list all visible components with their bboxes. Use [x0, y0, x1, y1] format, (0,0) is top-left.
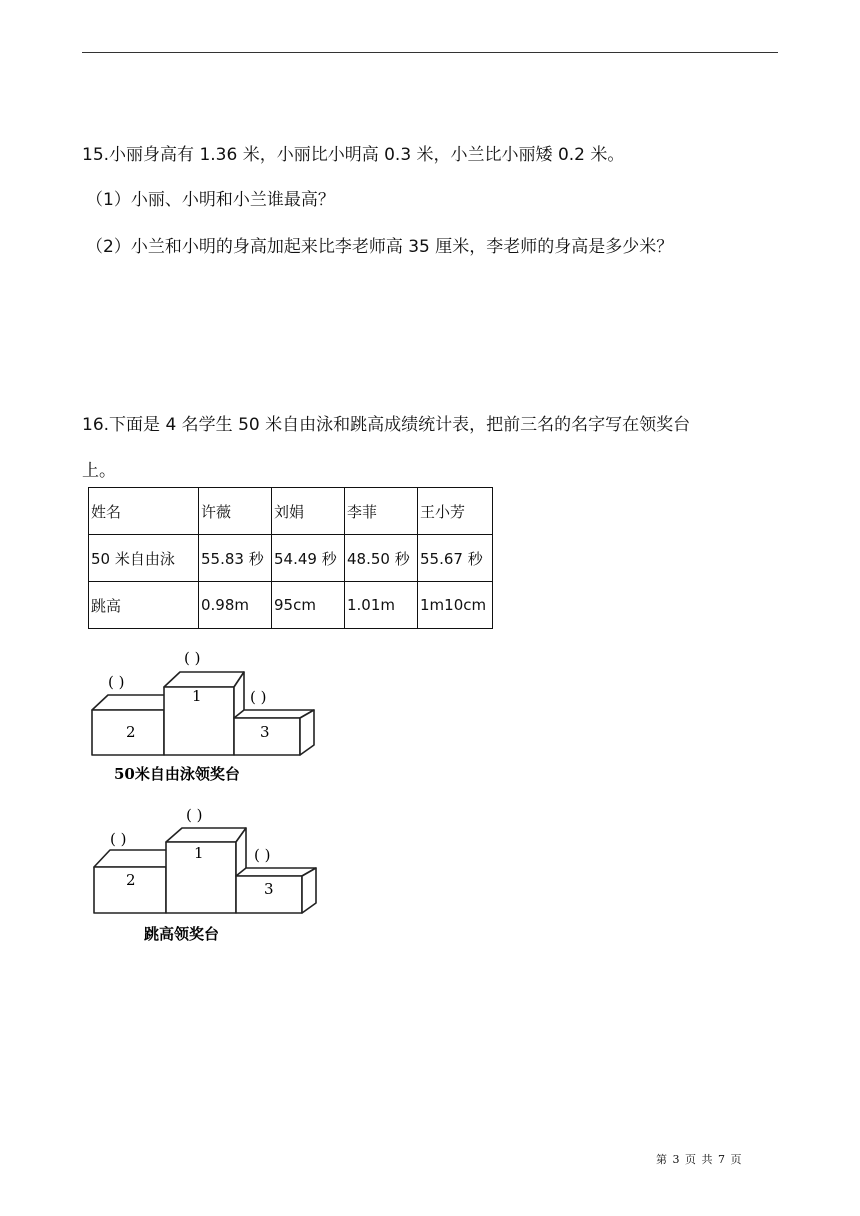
table-cell: 55.83 秒	[199, 535, 272, 582]
podium-caption: 跳高领奖台	[144, 925, 220, 943]
rank-1-blank: ( )	[184, 649, 201, 667]
table-header-cell: 李菲	[345, 488, 418, 535]
table-header-row	[89, 488, 493, 535]
question-16-title-continued: 上。	[82, 461, 116, 481]
table-cell: 54.49 秒	[272, 535, 345, 582]
rank-3-blank: ( )	[254, 846, 271, 864]
podium-caption: 50米自由泳领奖台	[114, 765, 240, 783]
rank-1-label: 1	[192, 687, 202, 705]
rank-3-label: 3	[264, 880, 274, 898]
question-15-part-2: （2）小兰和小明的身高加起来比李老师高 35 厘米，李老师的身高是多少米？	[86, 237, 674, 257]
table-header-cell: 刘娟	[272, 488, 345, 535]
table-cell: 1.01m	[345, 582, 418, 629]
table-row	[89, 535, 493, 582]
podium-freestyle-drawing	[88, 645, 328, 787]
table-row	[89, 582, 493, 629]
podium-high-jump	[88, 800, 328, 952]
question-16-title: 16.下面是 4 名学生 50 米自由泳和跳高成绩统计表，把前三名的名字写在领奖台	[82, 415, 691, 435]
rank-2-blank: ( )	[110, 830, 127, 848]
rank-1-label: 1	[194, 844, 204, 862]
podium-high-jump-drawing	[88, 800, 328, 948]
table-header-cell: 许薇	[199, 488, 272, 535]
rank-3-label: 3	[260, 723, 270, 741]
table-header-cell: 王小芳	[418, 488, 493, 535]
rank-2-label: 2	[126, 871, 136, 889]
question-15-title: 15.小丽身高有 1.36 米，小丽比小明高 0.3 米，小兰比小丽矮 0.2 米。	[82, 145, 625, 165]
rank-2-label: 2	[126, 723, 136, 741]
page-number: 第 3 页 共 7 页	[656, 1153, 743, 1166]
table-cell: 95cm	[272, 582, 345, 629]
table-cell: 48.50 秒	[345, 535, 418, 582]
rank-2-blank: ( )	[108, 673, 125, 691]
table-cell: 跳高	[89, 582, 199, 629]
rank-3-blank: ( )	[250, 688, 267, 706]
score-table	[88, 487, 493, 629]
table-header-cell: 姓名	[89, 488, 199, 535]
table-cell: 50 米自由泳	[89, 535, 199, 582]
table-cell: 1m10cm	[418, 582, 493, 629]
rank-1-blank: ( )	[186, 806, 203, 824]
table-cell: 0.98m	[199, 582, 272, 629]
header-rule	[82, 52, 778, 53]
table-cell: 55.67 秒	[418, 535, 493, 582]
question-15-part-1: （1）小丽、小明和小兰谁最高？	[86, 190, 335, 210]
podium-freestyle	[88, 645, 328, 791]
